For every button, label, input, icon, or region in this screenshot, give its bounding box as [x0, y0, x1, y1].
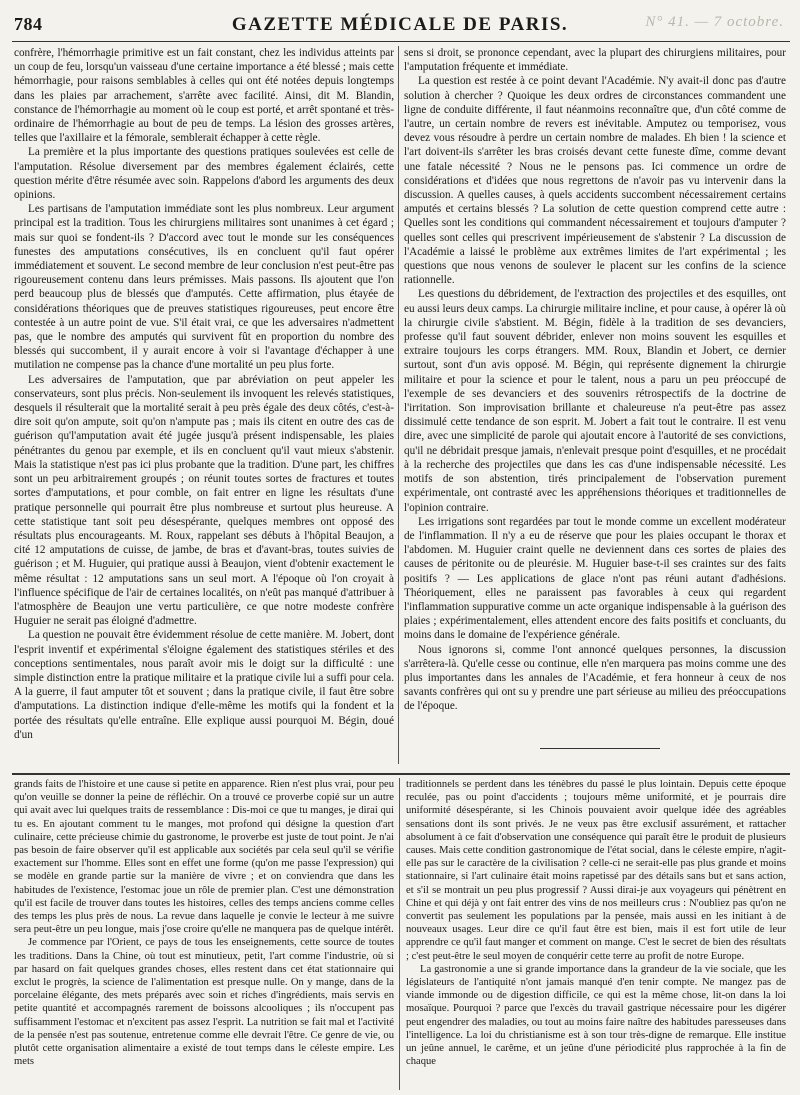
paragraph: La gastronomie a une si grande importance dans la grandeur de la vie sociale, que les législateurs de l'antiquité n'ont jamais manqué d'en tenir compte. Ne mangez pas de viande immonde ou de digestion difficile, ce qui est la même chose, lit-on dans la loi mosaïque. Pourquoi ? parce que l'excès du travail gastrique nécessaire pour les digérer peut engendrer des maladies, ou tout au moins faire naître des habitudes paresseuses dans l'intelligence. La loi du christianisme est à son tour très-digne de remarque. Elle institue un jeûne annuel, le carême, et un jeûne d'une périodicité plus rapprochée à la fin de chaque	[406, 963, 786, 1068]
bottom-left-column	[14, 778, 394, 1090]
page-header	[10, 6, 790, 40]
header-rule	[12, 41, 790, 42]
paragraph: Les partisans de l'amputation immédiate sont les plus nombreux. Leur argument principal est la tradition. Tous les chirurgiens militaires sont unanimes à cet égard ; mais sur quoi se fondent-ils ? D'accord avec tout le monde sur les conséquences funestes des amputations consécutives, ils en concluent qu'il faut opérer immédiatement et souvent. Le second membre de leur conclusion n'est peut-être pas rigoureusement contenu dans leurs prémisses. Mais passons. Ils ajoutent que l'on perd beaucoup plus de blessés que d'amputés. Cette affirmation, plus étayée de considérations théoriques que de preuves statistiques rigoureuses, peut encore être contestée à un autre point de vue. S'il était vrai, ce que les adversaires n'admettent pas, que le nombre des amputés qui survivent fût en proportion du nombre des blessés qui succombent, il y aurait encore à voir si l'avantage d'échapper à une mutilation ne compense pas la chance d'une mortalité un peu plus forte.	[14, 203, 394, 372]
paragraph: Je commence par l'Orient, ce pays de tous les enseignements, cette source de toutes les traditions. Dans la Chine, où tout est minutieux, petit, l'art comme l'industrie, où si par hasard on fait quelques grandes choses, elles restent dans cet état stationnaire qui exclut le progrès, la science de l'alimentation est presque nulle. On y mange, dans de la porcelaine élégante, des mets préparés avec soin et riches d'ingrédients, mais servis en petite quantité et accompagnés rarement de boissons alcooliques ; ils n'occupent pas suffisamment l'estomac et n'excitent pas assez l'esprit. La nutrition se fait mal et l'activité de la pensée n'est pas soutenue, entretenue comme elle devrait l'être. Ce genre de vie, ou plutôt cette organisation alimentaire a existé de tout temps dans le céleste empire. Les mets	[14, 937, 394, 1068]
paragraph: La question ne pouvait être évidemment résolue de cette manière. M. Jobert, dont l'esprit inventif et expérimental s'éloigne également des statistiques stériles et des conceptions sentimentales, nous paraît avoir mis le doigt sur la difficulté : une simple distinction entre la pratique militaire et la pratique civile lui a suffi pour cela. A la guerre, il faut amputer tôt et souvent ; dans la pratique civile, il faut être sobre d'amputations. La distinction indique d'elle-même les motifs qui la fondent et la portée des résultats qu'elle entraîne. Elle explique aussi pourquoi M. Bégin, doué d'un	[14, 629, 394, 741]
paragraph: Les irrigations sont regardées par tout le monde comme un excellent modérateur de l'inflammation. Il n'y a eu de réserve que pour les plaies occupant le thorax et l'abdomen. M. Huguier craint quelle ne deviennent dans ces sortes de plaies des causes de péritonite ou de pleurésie. M. Huguier base-t-il ses craintes sur des faits positifs ? — Les applications de glace n'ont pas réuni autant d'adhésions. Théoriquement, elles ne paraissent pas favorables à ceux qui regardent l'inflammation suppurative comme un acte organique indispensable à la guérison des plaies ; expérimentalement, elles attendent encore des faits positifs et concluants, du moins dans le domaine de l'expérience générale.	[404, 515, 786, 642]
feuilleton-rule	[12, 773, 790, 775]
paragraph: confrère, l'hémorrhagie primitive est un fait constant, chez les individus atteints par un coup de feu, lorsqu'un vaisseau d'une certaine importance a été blessé ; mais cette hémorrhagie, pour raisons semblables à celles qui ont été notées depuis longtemps dans les plaies par arrachement, s'arrête avec facilité. Ainsi, dit M. Blandin, constance de l'hémorrhagie au moment où le coup est porté, et arrêt spontané et très-ordinaire de l'hémorrhagie au bout de peu de temps. La lésion des grosses artères, telles que l'axillaire et la fémorale, semblerait échapper à cette règle.	[14, 47, 394, 145]
bleed-through-text: N° 41. — 7 octobre.	[645, 14, 784, 30]
column-divider	[399, 778, 400, 1090]
journal-title: GAZETTE MÉDICALE DE PARIS.	[231, 14, 569, 35]
article-end-rule	[540, 748, 660, 749]
paragraph: La question est restée à ce point devant l'Académie. N'y avait-il donc pas d'autre solution à chercher ? Quoique les deux ordres de circonstances commandent une ligne de conduite différente, il faut néanmoins reconnaître que, d'un côté comme de l'autre, un certain nombre de revers est inévitable. Amputez ou temporisez, vous devez vous résoudre à perdre un certain nombre de malades. Eh bien ! la science et l'art doivent-ils s'arrêter les bras croisés devant cette funeste dîme, comme devant une fatale nécessité ? Nous ne le pensons pas. Ici commence un ordre de considérations et d'idées que nous regrettons de n'avoir pas vu intervenir dans la discussion. A quelles causes, à quels accidents succombent nécessairement certains amputés et certains blessés ? La solution de cette question comprend cette autre : Quelles sont les conditions qui commandent nécessairement et toujours d'amputer ? quelles sont celles qui prescrivent impérieusement de s'abstenir ? La discussion de l'Académie a laissé le problème aux extrêmes limites de l'art expérimental ; les questions que nous venons de soulever le placent sur les confins de la science rationnelle.	[404, 75, 786, 287]
top-right-column	[404, 46, 786, 766]
page-number: 784	[14, 14, 43, 34]
column-divider	[398, 46, 399, 764]
top-left-column	[14, 46, 394, 766]
paragraph: Les questions du débridement, de l'extraction des projectiles et des esquilles, ont eu aussi leurs deux camps. La chirurgie militaire incline, et pour cause, à opérer là où la chirurgie civile s'abstient. M. Bégin, fidèle à la tradition de ses devanciers, professe qu'il faut souvent débrider, enlever non moins souvent les esquilles et extraire toujours les corps étrangers. MM. Roux, Blandin et Jobert, ce dernier surtout, sont d'un avis opposé. M. Bégin, qui représente dignement la chirurgie militaire et pour la science et pour le talent, nous a paru un peu préoccupé de l'exemple de ses devanciers et des souvenirs rétrospectifs de la doctrine de l'irritation. Son improvisation brillante et chaleureuse n'a peut-être pas assez dissimulé cette tendance de son esprit. M. Jobert a fait tout le contraire. Il est venu dire, avec une simplicité de parole qui ajoutait encore à l'autorité de ses convictions, qu'il ne débridait presque jamais, n'enlevait presque point d'esquilles, et ne procédait à la recherche des projectiles que dans les cas d'une indispensable nécessité. Les motifs de son abstention, tirés principalement de l'observation purement expérimentale, ont contrasté avec les appréhensions théoriques et traditionnelles de l'opinion contraire.	[404, 288, 786, 514]
bottom-right-column	[406, 778, 786, 1090]
paragraph: Nous ignorons si, comme l'ont annoncé quelques personnes, la discussion s'arrêtera-là. Qu'elle cesse ou continue, elle n'en marquera pas moins comme une des plus importantes dans les annales de l'Académie, et fera honneur à ceux de nos savants confrères qui ont su y prendre une part sérieuse au milieu des préoccupations de l'époque.	[404, 643, 786, 713]
paragraph: grands faits de l'histoire et une cause si petite en apparence. Rien n'est plus vrai, pour peu qu'on veuille se donner la peine de réfléchir. On a trouvé ce proverbe copié sur un autre qui avait avec lui quelques traits de ressemblance : Dis-moi ce que tu manges, je dirai qui tu es. En ajoutant comment tu le manges, mot profond qui désigne la question d'art culinaire, cette précieuse chimie du gastronome, le proverbe est juste de tout point. Je n'ai pas besoin de faire observer qu'il est applicable aux sociétés par cela seul qu'il se vérifie exactement sur l'homme. Elles sont en effet une forme (qu'on me passe l'expression) qui se modèle en grande partie sur la manière de vivre ; et on conviendra que dans les habitudes de l'existence, l'estomac joue un rôle de premier plan. C'est une démonstration qu'il est facile de trouver dans toutes les histoires, celles des temps anciens comme celles des temps les plus près de nous. La revue dans laquelle je convie le lecteur à me suivre sera peut-être un peu longue, mais j'ose croire qu'elle ne manquera pas de quelque intérêt.	[14, 779, 394, 936]
paragraph: Les adversaires de l'amputation, que par abréviation on peut appeler les conservateurs, sont plus précis. Non-seulement ils invoquent les relevés statistiques, desquels il résulterait que la mortalité serait à peu près égale des deux côtés, c'est-à-dire soit qu'on ampute, soit qu'on n'ampute pas ; mais ils citent en outre des cas de guérison qu'l'amputation avait été jugée jusqu'à présent indispensable, les plaies pénétrantes du genou par exemple, et ils en concluent qu'il vaut mieux s'abstenir. Mais la statistique n'est pas ici plus probante que la tradition. D'une part, les chiffres sont un peu arbitrairement groupés ; on réunit toutes sortes de fractures et toutes sortes d'amputations, et pour comble, on fait entrer en ligne les résultats d'une pratique personnelle qui pourrait être plus nombreuse et surtout plus heureuse. A cette statistique tant soit peu désespérante, quelques membres ont opposé des résultats plus encourageants. M. Roux, rappelant ses débuts à l'hôpital Beaujon, a cité 12 amputations de cuisse, de jambe, de bras et d'avant-bras, toutes suivies de guérison ; et M. Huguier, qui pratique aussi à Beaujon, vient d'obtenir exactement le même résultat : 12 amputations sans un seul mort. A l'époque où l'on croyait à l'influence spécifique de l'air de certaines localités, on n'eût pas manqué d'attribuer à l'atmosphère de Beaujon une vertu particulière, ce que notre modeste confrère Huguier ne serait pas éloigné d'admettre.	[14, 373, 394, 628]
paragraph: sens si droit, se prononce cependant, avec la plupart des chirurgiens militaires, pour l'amputation fréquente et immédiate.	[404, 47, 786, 74]
paragraph: La première et la plus importante des questions pratiques soulevées est celle de l'amputation. Résolue diversement par des membres également éclairés, cette question mérite d'être résumée avec soin. Rappelons d'abord les arguments des deux opinions.	[14, 146, 394, 202]
paragraph: traditionnels se perdent dans les ténèbres du passé le plus lointain. Depuis cette époque reculée, pas ou point d'accidents ; toujours même uniformité, et je pourrais dire uniformité désespérante, si les Chinois pouvaient avoir quelque idée des agréables sensations dont ils sont privés. Je ne veux pas être exclusif assurément, et rattacher absolument à ce fait d'observation une conséquence qui paraît être le produit de plusieurs causes. Mais cette condition gastronomique de l'état social, dans le céleste empire, n'agit-elle pas sur le caractère de la civilisation ? celle-ci ne serait-elle pas plus grande et moins stationnaire, si l'art culinaire était moins rapetissé par des détails sans but et sans action, et s'il se montrait un peu plus progressif ? Aussi dirai-je aux voyageurs qui pénètrent en Chine et qui déjà y ont fait entrer des vins de nos meilleurs crus : N'oubliez pas qu'on ne convertit pas seulement les populations par la pensée, mais aussi en les initiant à de nouveaux usages. Leur dire ce qu'il faut être est bien, mais il est fort utile de leur apprendre ce qu'il faut manger et comment on mange. C'est le secret de bien des résultats ; c'est peut-être le seul moyen de conquérir cette terre au profit de notre Europe.	[406, 779, 786, 962]
